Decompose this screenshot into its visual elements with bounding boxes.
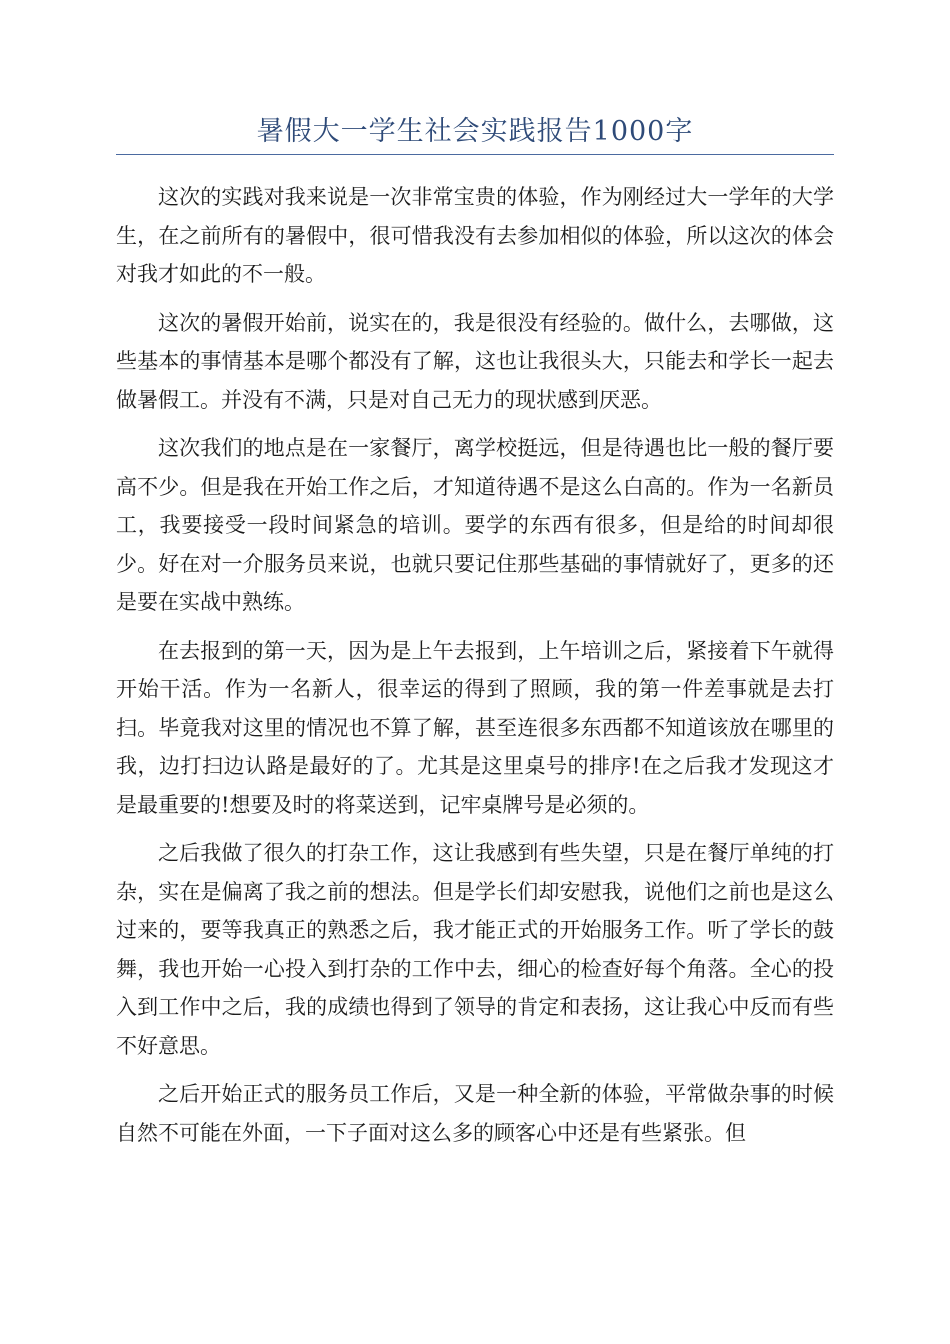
paragraph-6: 之后开始正式的服务员工作后，又是一种全新的体验，平常做杂事的时候自然不可能在外面，一下子面对这么多的顾客心中还是有些紧张。但 <box>116 1082 834 1145</box>
paragraph-5: 之后我做了很久的打杂工作，这让我感到有些失望，只是在餐厅单纯的打杂，实在是偏离了我之前的想法。但是学长们却安慰我，说他们之前也是这么过来的，要等我真正的熟悉之后，我才能正式的开始服务工作。听了学长的鼓舞，我也开始一心投入到打杂的工作中去，细心的检查好每个角落。全心的投入到工作中之后，我的成绩也得到了领导的肯定和表扬，这让我心中反而有些不好意思。 <box>116 841 834 1058</box>
title-underline <box>116 154 834 155</box>
document-title: 暑假大一学生社会实践报告1000字 <box>256 116 694 147</box>
paragraph-4: 在去报到的第一天，因为是上午去报到，上午培训之后，紧接着下午就得开始干活。作为一名新人，很幸运的得到了照顾，我的第一件差事就是去打扫。毕竟我对这里的情况也不算了解，甚至连很多东西都不知道该放在哪里的我，边打扫边认路是最好的了。尤其是这里桌号的排序!在之后我才发现这才是最重要的!想要及时的将菜送到，记牢桌牌号是必须的。 <box>116 638 834 817</box>
paragraph-1: 这次的实践对我来说是一次非常宝贵的体验，作为刚经过大一学年的大学生，在之前所有的暑假中，很可惜我没有去参加相似的体验，所以这次的体会对我才如此的不一般。 <box>116 185 834 286</box>
document-body <box>116 178 834 1162</box>
paragraph-3: 这次我们的地点是在一家餐厅，离学校挺远，但是待遇也比一般的餐厅要高不少。但是我在开始工作之后，才知道待遇不是这么白高的。作为一名新员工，我要接受一段时间紧急的培训。要学的东西有很多，但是给的时间却很少。好在对一介服务员来说，也就只要记住那些基础的事情就好了，更多的还是要在实战中熟练。 <box>116 436 834 614</box>
paragraph-2: 这次的暑假开始前，说实在的，我是很没有经验的。做什么，去哪做，这些基本的事情基本是哪个都没有了解，这也让我很头大，只能去和学长一起去做暑假工。并没有不满，只是对自己无力的现状感到厌恶。 <box>116 310 834 412</box>
